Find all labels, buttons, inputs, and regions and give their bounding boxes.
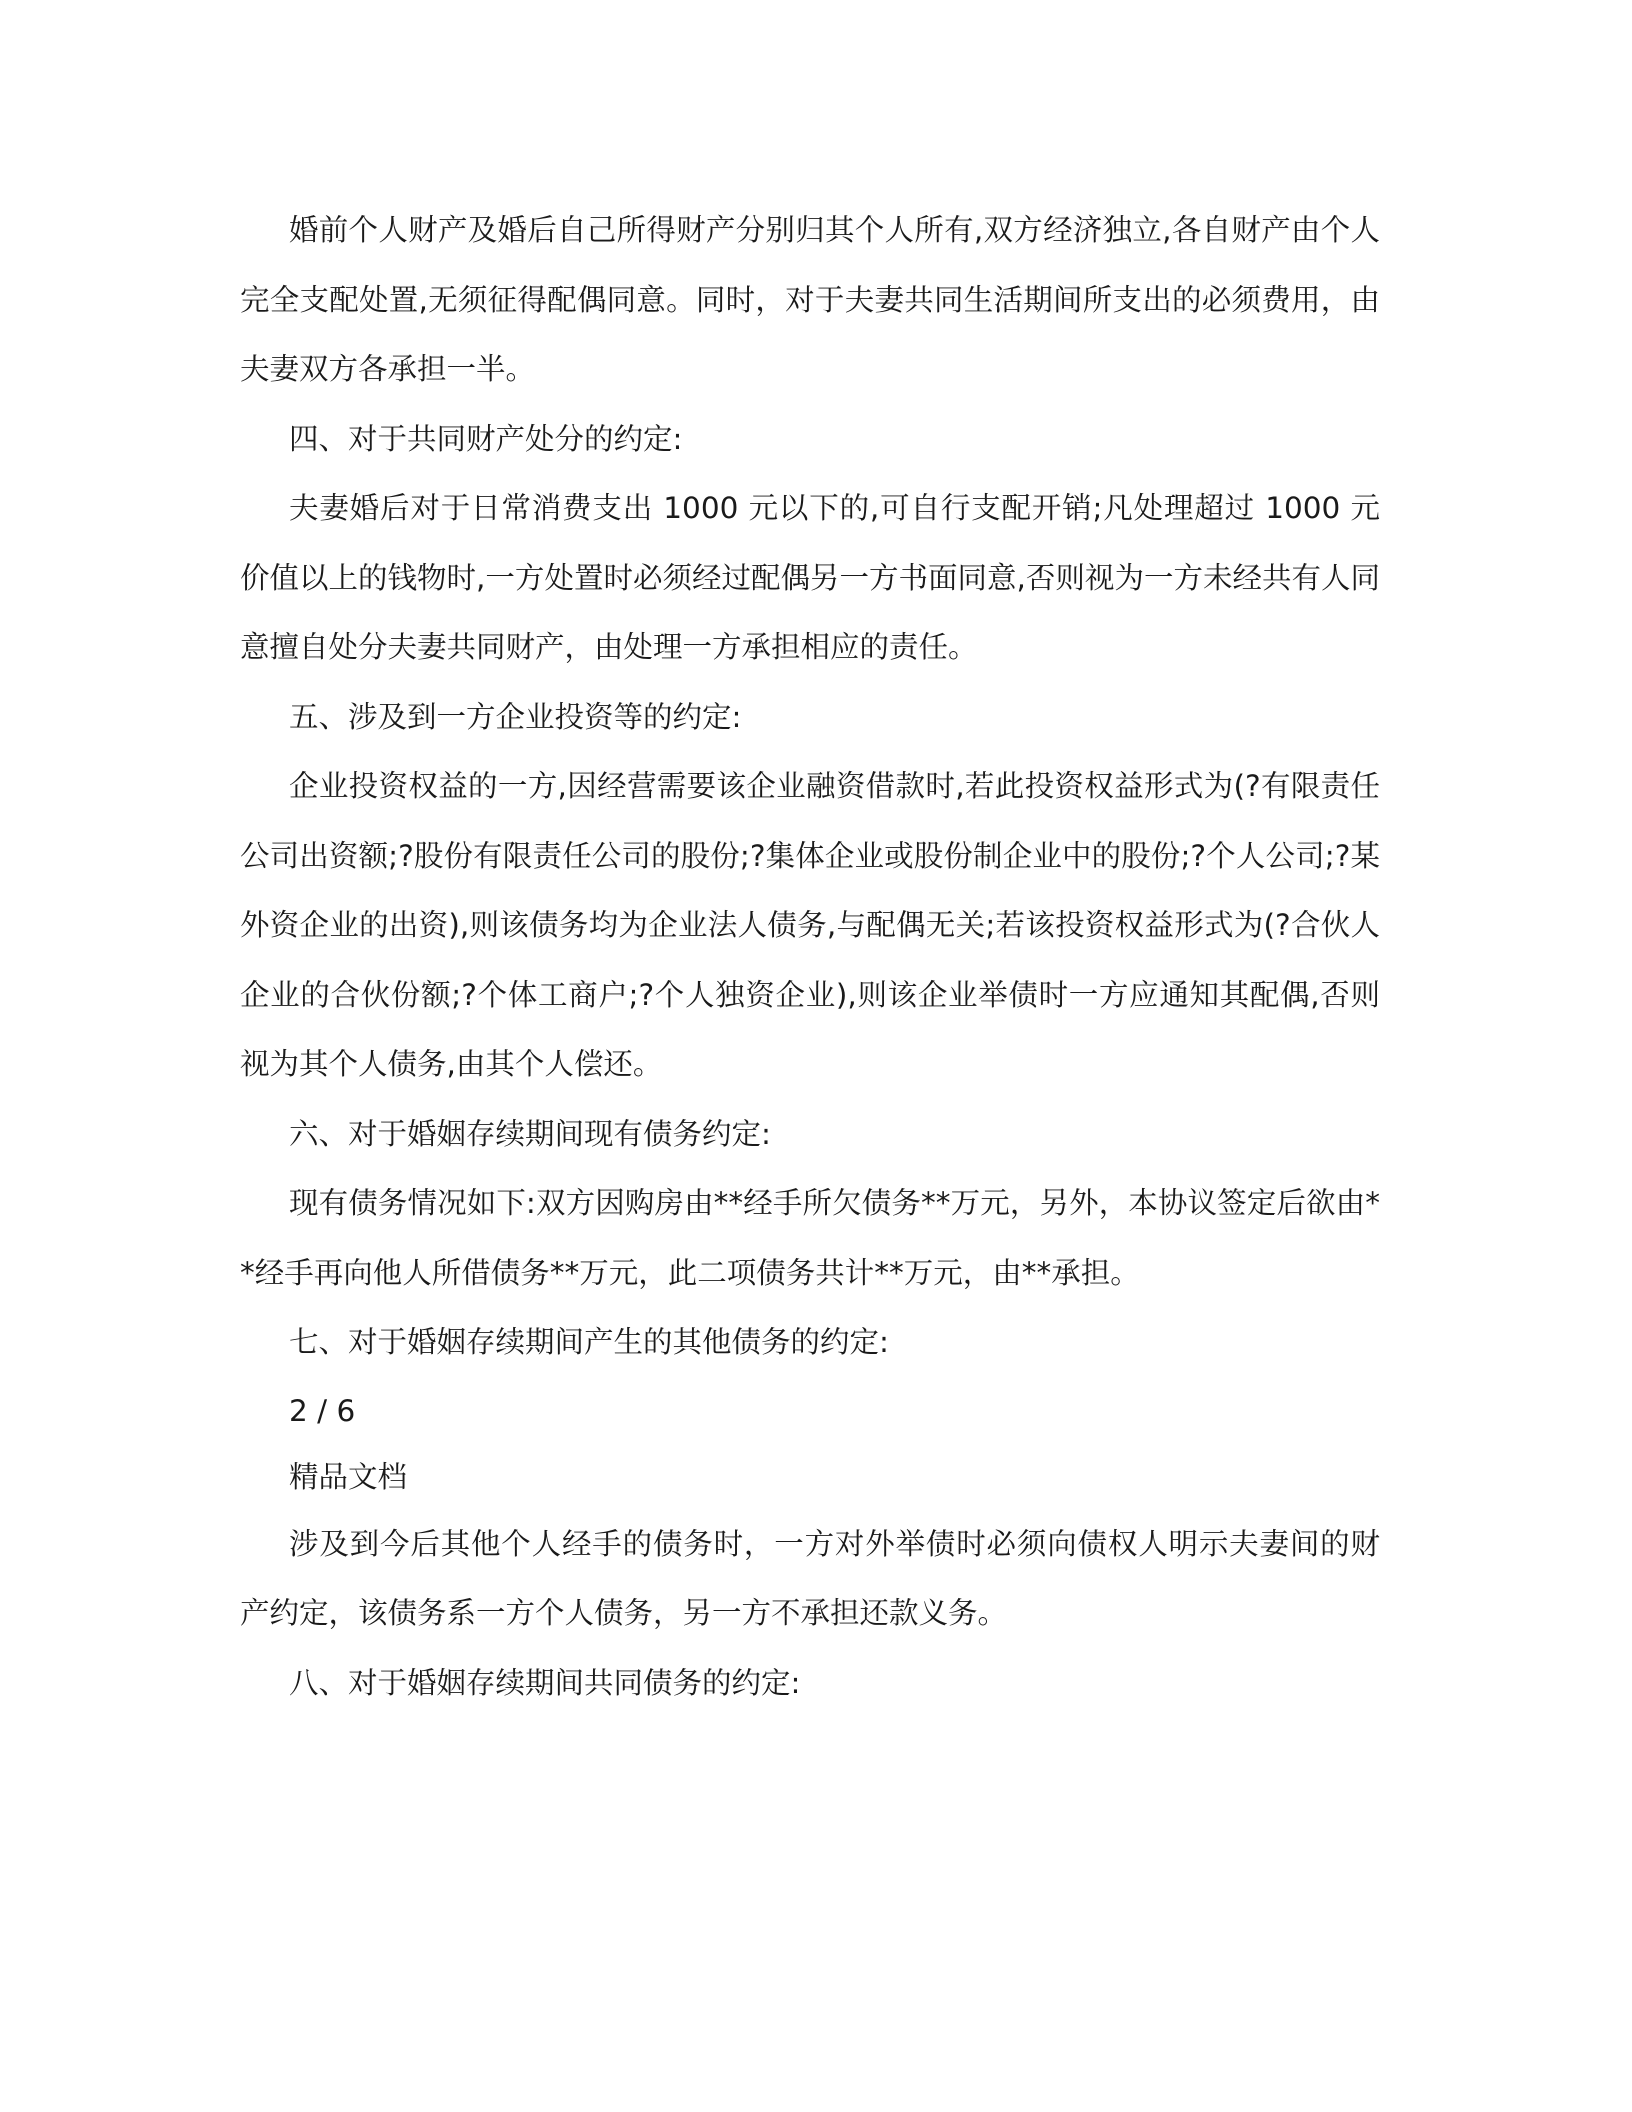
paragraph-other-debts: 涉及到今后其他个人经手的债务时，一方对外举债时必须向债权人明示夫妻间的财产约定，该债务系一方个人债务，另一方不承担还款义务。: [240, 1526, 1380, 1630]
heading-section-8: 八、对于婚姻存续期间共同债务的约定:: [289, 1665, 801, 1700]
page-number: 2 / 6: [289, 1393, 356, 1428]
paragraph-common-property-disposal: 夫妻婚后对于日常消费支出 1000 元以下的,可自行支配开销;凡处理超过 1000 元价值以上的钱物时,一方处置时必须经过配偶另一方书面同意,否则视为一方未经共有人同意擅自处分夫妻共同财产，由处理一方承担相应的责任。: [240, 491, 1380, 664]
heading-section-5: 五、涉及到一方企业投资等的约定:: [289, 699, 742, 734]
paragraph-existing-debts: 现有债务情况如下:双方因购房由**经手所欠债务**万元，另外，本协议签定后欲由**经手再向他人所借债务**万元，此二项债务共计**万元，由**承担。: [240, 1186, 1380, 1290]
heading-section-6: 六、对于婚姻存续期间现有债务约定:: [289, 1116, 771, 1151]
heading-section-4: 四、对于共同财产处分的约定:: [289, 421, 683, 456]
paragraph-separate-property: 婚前个人财产及婚后自己所得财产分别归其个人所有,双方经济独立,各自财产由个人完全支配处置,无须征得配偶同意。同时，对于夫妻共同生活期间所支出的必须费用，由夫妻双方各承担一半。: [240, 213, 1380, 386]
paragraph-enterprise-investment: 企业投资权益的一方,因经营需要该企业融资借款时,若此投资权益形式为(?有限责任公司出资额;?股份有限责任公司的股份;?集体企业或股份制企业中的股份;?个人公司;?某外资企业的出资),则该债务均为企业法人债务,与配偶无关;若该投资权益形式为(?合伙人企业的合伙份额;?个体工商户;?个人独资企业),则该企业举债时一方应通知其配偶,否则视为其个人债务,由其个人偿还。: [240, 769, 1380, 1081]
watermark-label: 精品文档: [289, 1459, 408, 1494]
document-body: [240, 196, 1380, 1718]
heading-section-7: 七、对于婚姻存续期间产生的其他债务的约定:: [289, 1325, 889, 1359]
